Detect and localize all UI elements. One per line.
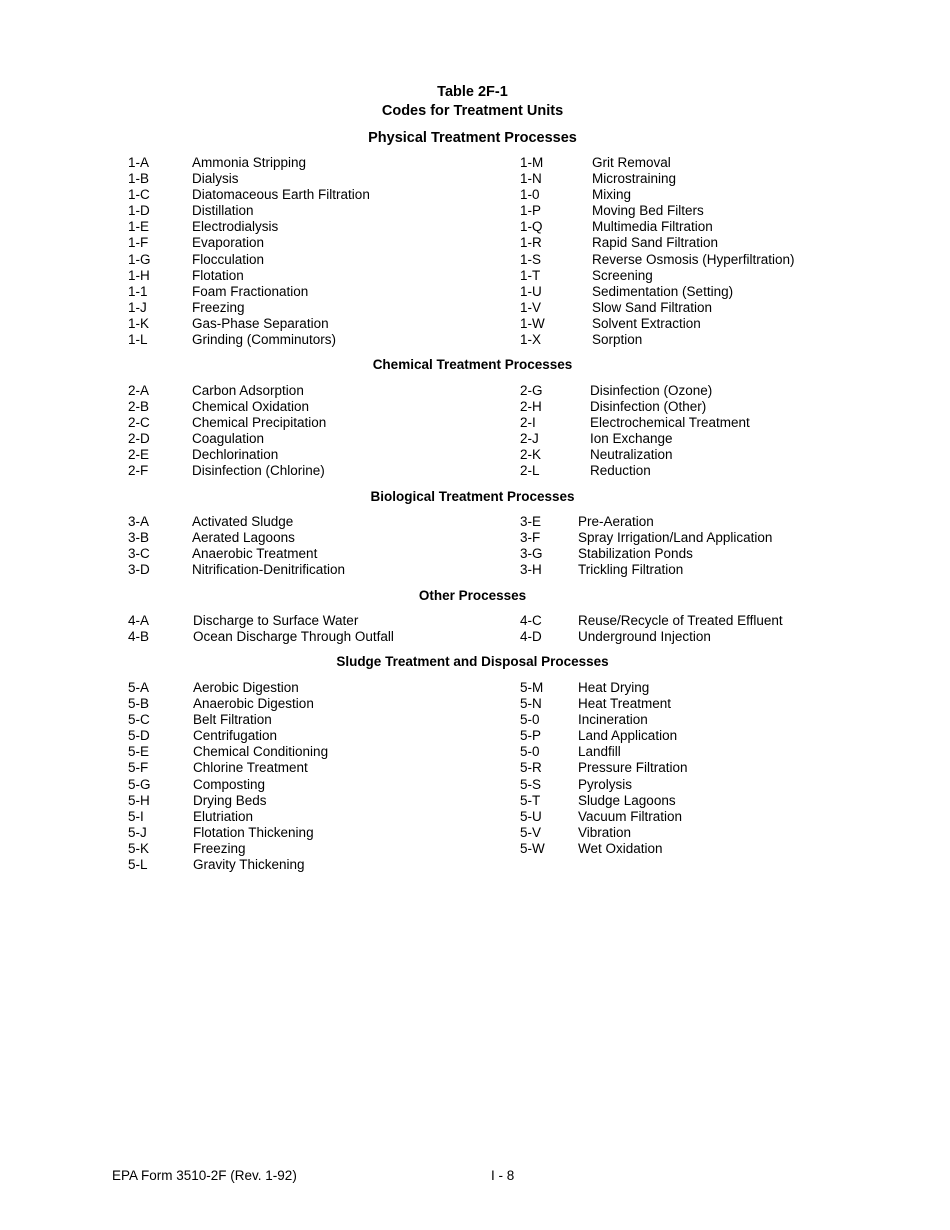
section-heading: Chemical Treatment Processes — [372, 357, 573, 372]
treatment-code: 5-F — [128, 760, 149, 776]
treatment-code: 1-B — [128, 171, 150, 187]
treatment-unit-name: Sorption — [592, 332, 643, 348]
treatment-code: 5-B — [128, 696, 150, 712]
treatment-code: 1-0 — [520, 187, 540, 203]
treatment-unit-name: Microstraining — [592, 171, 677, 187]
treatment-unit-name: Underground Injection — [578, 629, 711, 645]
treatment-unit-name: Discharge to Surface Water — [193, 613, 359, 628]
treatment-code: 5-M — [520, 680, 544, 695]
treatment-unit-name: Pre-Aeration — [578, 514, 654, 529]
table-number: Table 2F-1 — [437, 84, 508, 100]
treatment-code: 5-C — [128, 712, 150, 728]
treatment-code: 1-A — [128, 155, 150, 170]
treatment-unit-name: Heat Treatment — [578, 696, 672, 712]
treatment-code: 5-P — [520, 728, 542, 744]
treatment-code: 4-D — [520, 629, 542, 645]
treatment-unit-name: Screening — [592, 267, 653, 283]
treatment-unit-name: Freezing — [192, 299, 245, 315]
treatment-code: 2-K — [520, 447, 542, 463]
treatment-unit-name: Dialysis — [192, 171, 239, 187]
treatment-code: 1-T — [520, 267, 541, 283]
treatment-unit-name: Pyrolysis — [578, 776, 633, 792]
treatment-code: 1-C — [128, 187, 150, 203]
treatment-unit-name: Vacuum Filtration — [578, 808, 683, 824]
treatment-unit-name: Elutriation — [193, 808, 254, 824]
treatment-unit-name: Belt Filtration — [193, 712, 272, 728]
treatment-code: 1-V — [520, 299, 542, 315]
treatment-unit-name: Diatomaceous Earth Filtration — [192, 187, 370, 203]
treatment-unit-name: Activated Sludge — [192, 514, 294, 529]
treatment-code: 5-K — [128, 840, 150, 856]
treatment-unit-name: Aerated Lagoons — [192, 530, 295, 546]
treatment-code: 5-D — [128, 728, 150, 744]
treatment-unit-name: Sedimentation (Setting) — [592, 283, 734, 299]
treatment-unit-name: Trickling Filtration — [578, 562, 684, 578]
treatment-unit-name: Disinfection (Ozone) — [590, 383, 713, 398]
treatment-unit-name: Reuse/Recycle of Treated Effluent — [578, 613, 783, 628]
treatment-code: 2-B — [128, 399, 150, 415]
treatment-code: 1-M — [520, 155, 544, 170]
treatment-unit-name: Ammonia Stripping — [192, 155, 307, 170]
treatment-code: 1-U — [520, 283, 542, 299]
treatment-unit-name: Ion Exchange — [590, 431, 673, 447]
treatment-code: 3-G — [520, 546, 543, 562]
treatment-unit-name: Disinfection (Other) — [590, 399, 707, 415]
treatment-unit-name: Chemical Conditioning — [193, 744, 329, 760]
treatment-code: 5-T — [520, 792, 541, 808]
treatment-code: 1-G — [128, 251, 151, 267]
treatment-code: 1-R — [520, 235, 542, 251]
treatment-code: 2-D — [128, 431, 150, 447]
treatment-code: 3-E — [520, 514, 542, 529]
treatment-code: 5-0 — [520, 744, 540, 760]
treatment-unit-name: Reverse Osmosis (Hyperfiltration) — [592, 251, 795, 267]
treatment-code: 5-W — [520, 840, 545, 856]
treatment-code: 1-1 — [128, 283, 148, 299]
treatment-unit-name: Landfill — [578, 744, 621, 760]
treatment-code: 3-H — [520, 562, 542, 578]
treatment-code: 5-L — [128, 857, 148, 873]
treatment-unit-name: Heat Drying — [578, 680, 650, 695]
treatment-code: 4-C — [520, 613, 542, 628]
treatment-code: 1-F — [128, 235, 149, 251]
treatment-code: 5-0 — [520, 712, 540, 728]
treatment-unit-name: Chemical Oxidation — [192, 399, 310, 415]
section-heading: Physical Treatment Processes — [368, 130, 577, 146]
treatment-code: 5-G — [128, 776, 151, 792]
treatment-code: 3-A — [128, 514, 150, 529]
treatment-unit-name: Foam Fractionation — [192, 283, 309, 299]
treatment-unit-name: Vibration — [578, 824, 632, 840]
treatment-code: 5-N — [520, 696, 542, 712]
footer-page-number: I - 8 — [491, 1168, 515, 1183]
treatment-unit-name: Stabilization Ponds — [578, 546, 693, 562]
treatment-unit-name: Aerobic Digestion — [193, 680, 299, 695]
treatment-code: 3-F — [520, 530, 541, 546]
treatment-code: 2-L — [520, 463, 540, 479]
treatment-code: 1-E — [128, 219, 150, 235]
treatment-unit-name: Pressure Filtration — [578, 760, 688, 776]
treatment-unit-name: Gas-Phase Separation — [192, 315, 329, 331]
treatment-unit-name: Nitrification-Denitrification — [192, 562, 346, 578]
treatment-code: 1-Q — [520, 219, 543, 235]
treatment-unit-name: Multimedia Filtration — [592, 219, 713, 235]
treatment-unit-name: Flotation Thickening — [193, 824, 314, 840]
treatment-unit-name: Moving Bed Filters — [592, 203, 704, 219]
treatment-code: 2-E — [128, 447, 150, 463]
treatment-code: 1-H — [128, 267, 150, 283]
treatment-unit-name: Chemical Precipitation — [192, 415, 327, 431]
treatment-unit-name: Rapid Sand Filtration — [592, 235, 719, 251]
treatment-unit-name: Dechlorination — [192, 447, 279, 463]
treatment-code: 5-E — [128, 744, 150, 760]
treatment-code: 3-C — [128, 546, 150, 562]
treatment-unit-name: Composting — [193, 776, 266, 792]
treatment-code: 1-S — [520, 251, 542, 267]
treatment-unit-name: Grit Removal — [592, 155, 671, 170]
treatment-unit-name: Land Application — [578, 728, 678, 744]
treatment-unit-name: Electrochemical Treatment — [590, 415, 750, 431]
treatment-code: 4-B — [128, 629, 150, 645]
treatment-code: 1-L — [128, 332, 148, 348]
treatment-unit-name: Anaerobic Treatment — [192, 546, 318, 562]
treatment-unit-name: Wet Oxidation — [578, 840, 663, 856]
footer-form-number: EPA Form 3510-2F (Rev. 1-92) — [112, 1168, 297, 1183]
treatment-code: 5-U — [520, 808, 542, 824]
section-heading: Biological Treatment Processes — [370, 489, 575, 504]
table-title: Codes for Treatment Units — [381, 103, 564, 119]
section-heading: Sludge Treatment and Disposal Processes — [336, 654, 609, 669]
treatment-code: 1-P — [520, 203, 542, 219]
treatment-unit-name: Gravity Thickening — [193, 857, 305, 873]
treatment-unit-name: Slow Sand Filtration — [592, 299, 713, 315]
treatment-code: 5-A — [128, 680, 150, 695]
treatment-unit-name: Solvent Extraction — [592, 315, 701, 331]
treatment-code: 2-I — [520, 415, 536, 431]
treatment-unit-name: Coagulation — [192, 431, 265, 447]
treatment-code: 1-J — [128, 299, 147, 315]
treatment-unit-name: Drying Beds — [193, 792, 267, 808]
treatment-unit-name: Ocean Discharge Through Outfall — [193, 629, 394, 645]
treatment-unit-name: Freezing — [193, 840, 246, 856]
treatment-unit-name: Centrifugation — [193, 728, 278, 744]
treatment-code: 3-B — [128, 530, 150, 546]
treatment-code: 1-X — [520, 332, 542, 348]
treatment-code: 2-H — [520, 399, 542, 415]
treatment-unit-name: Evaporation — [192, 235, 265, 251]
treatment-code: 1-K — [128, 315, 150, 331]
section-heading: Other Processes — [418, 588, 527, 603]
treatment-code: 5-R — [520, 760, 542, 776]
treatment-code: 5-H — [128, 792, 150, 808]
treatment-code: 1-N — [520, 171, 542, 187]
treatment-code: 2-F — [128, 463, 149, 479]
treatment-code: 1-W — [520, 315, 545, 331]
treatment-code: 5-V — [520, 824, 542, 840]
treatment-unit-name: Mixing — [592, 187, 632, 203]
treatment-unit-name: Anaerobic Digestion — [193, 696, 314, 712]
treatment-code: 2-C — [128, 415, 150, 431]
treatment-unit-name: Neutralization — [590, 447, 673, 463]
treatment-unit-name: Reduction — [590, 463, 651, 479]
treatment-code: 3-D — [128, 562, 150, 578]
treatment-code: 5-S — [520, 776, 542, 792]
treatment-unit-name: Sludge Lagoons — [578, 792, 676, 808]
treatment-unit-name: Chlorine Treatment — [193, 760, 308, 776]
treatment-unit-name: Flotation — [192, 267, 244, 283]
treatment-code: 1-D — [128, 203, 150, 219]
treatment-unit-name: Distillation — [192, 203, 254, 219]
treatment-unit-name: Grinding (Comminutors) — [192, 332, 337, 348]
treatment-unit-name: Flocculation — [192, 251, 265, 267]
treatment-code: 2-A — [128, 383, 150, 398]
treatment-unit-name: Spray Irrigation/Land Application — [578, 530, 773, 546]
treatment-code: 5-I — [128, 808, 144, 824]
treatment-code: 2-G — [520, 383, 543, 398]
treatment-unit-name: Carbon Adsorption — [192, 383, 304, 398]
treatment-code: 2-J — [520, 431, 539, 447]
treatment-code: 4-A — [128, 613, 150, 628]
treatment-unit-name: Disinfection (Chlorine) — [192, 463, 325, 479]
treatment-unit-name: Electrodialysis — [192, 219, 279, 235]
treatment-code: 5-J — [128, 824, 147, 840]
treatment-unit-name: Incineration — [578, 712, 648, 728]
